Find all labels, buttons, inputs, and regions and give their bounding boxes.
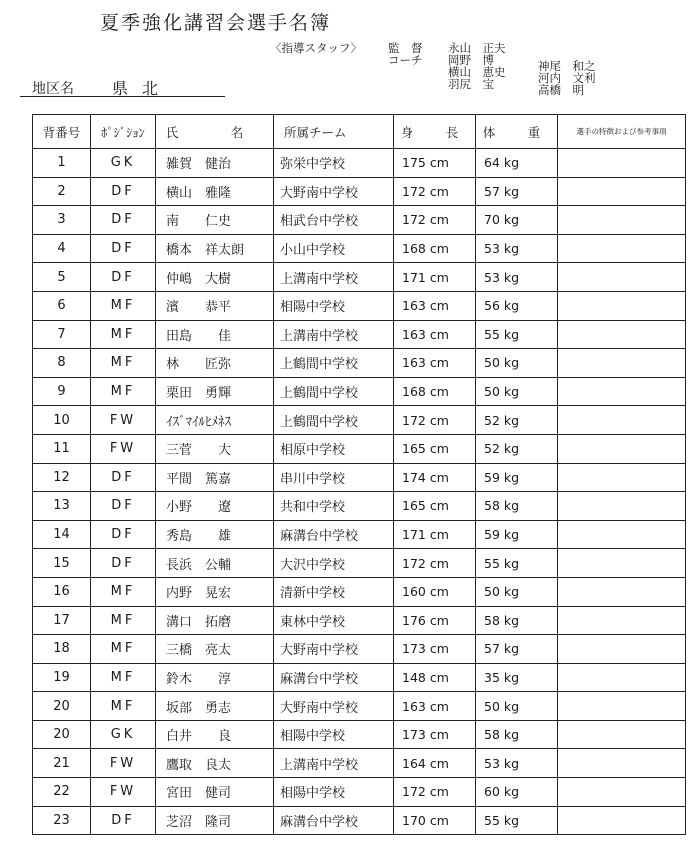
player-name: 鷹取 良太 xyxy=(156,749,274,778)
player-name: 鈴木 淳 xyxy=(156,663,274,692)
table-row xyxy=(33,149,686,178)
table-row xyxy=(33,692,686,721)
player-team: 上溝南中学校 xyxy=(274,749,394,778)
player-position: MF xyxy=(91,377,156,406)
header-team: 所属チーム xyxy=(274,115,394,149)
player-position: DF xyxy=(91,206,156,235)
player-team: 上溝南中学校 xyxy=(274,320,394,349)
player-height: 174 cm xyxy=(394,463,476,492)
player-team: 大野南中学校 xyxy=(274,692,394,721)
player-name: 濱 恭平 xyxy=(156,291,274,320)
player-notes xyxy=(558,549,686,578)
header-name: 氏 名 xyxy=(156,115,274,149)
player-name: 坂部 勇志 xyxy=(156,692,274,721)
player-height: 173 cm xyxy=(394,720,476,749)
player-team: 清新中学校 xyxy=(274,577,394,606)
player-weight: 50 kg xyxy=(476,377,558,406)
player-team: 東林中学校 xyxy=(274,606,394,635)
player-position: DF xyxy=(91,463,156,492)
player-name: 南 仁史 xyxy=(156,206,274,235)
player-weight: 55 kg xyxy=(476,320,558,349)
player-height: 172 cm xyxy=(394,778,476,807)
table-row xyxy=(33,778,686,807)
player-notes xyxy=(558,177,686,206)
player-number: 10 xyxy=(33,406,91,435)
player-position: MF xyxy=(91,577,156,606)
player-position: FW xyxy=(91,406,156,435)
player-height: 176 cm xyxy=(394,606,476,635)
player-weight: 56 kg xyxy=(476,291,558,320)
player-height: 175 cm xyxy=(394,149,476,178)
player-name: 横山 雅隆 xyxy=(156,177,274,206)
player-notes xyxy=(558,720,686,749)
coach-role: コーチ xyxy=(388,53,423,67)
player-height: 171 cm xyxy=(394,520,476,549)
player-name: 秀島 雄 xyxy=(156,520,274,549)
player-weight: 55 kg xyxy=(476,806,558,835)
table-row xyxy=(33,635,686,664)
player-team: 上鶴間中学校 xyxy=(274,377,394,406)
table-row xyxy=(33,577,686,606)
roster-table xyxy=(32,114,686,835)
player-position: MF xyxy=(91,663,156,692)
player-position: DF xyxy=(91,520,156,549)
player-position: GK xyxy=(91,149,156,178)
player-team: 上鶴間中学校 xyxy=(274,406,394,435)
player-height: 165 cm xyxy=(394,492,476,521)
player-height: 172 cm xyxy=(394,177,476,206)
player-height: 172 cm xyxy=(394,549,476,578)
player-notes xyxy=(558,577,686,606)
player-position: DF xyxy=(91,177,156,206)
player-name: 白井 良 xyxy=(156,720,274,749)
player-name: 平間 篤嘉 xyxy=(156,463,274,492)
player-notes xyxy=(558,606,686,635)
player-number: 3 xyxy=(33,206,91,235)
table-row xyxy=(33,434,686,463)
player-notes xyxy=(558,406,686,435)
player-notes xyxy=(558,206,686,235)
player-notes xyxy=(558,520,686,549)
player-name: 田島 佳 xyxy=(156,320,274,349)
player-notes xyxy=(558,692,686,721)
staff-label: 〈指導スタッフ〉 xyxy=(270,41,362,55)
player-team: 麻溝台中学校 xyxy=(274,663,394,692)
header-position: ﾎﾟｼﾞｼｮﾝ xyxy=(91,115,156,149)
table-row xyxy=(33,320,686,349)
player-team: 麻溝台中学校 xyxy=(274,520,394,549)
player-height: 172 cm xyxy=(394,406,476,435)
player-name: 内野 晃宏 xyxy=(156,577,274,606)
player-weight: 70 kg xyxy=(476,206,558,235)
player-position: MF xyxy=(91,349,156,378)
player-number: 4 xyxy=(33,234,91,263)
player-position: DF xyxy=(91,549,156,578)
table-row xyxy=(33,749,686,778)
player-number: 7 xyxy=(33,320,91,349)
player-position: GK xyxy=(91,720,156,749)
player-weight: 59 kg xyxy=(476,520,558,549)
player-name: 仲嶋 大樹 xyxy=(156,263,274,292)
player-notes xyxy=(558,663,686,692)
player-number: 18 xyxy=(33,635,91,664)
player-weight: 53 kg xyxy=(476,234,558,263)
player-name: 三菅 大 xyxy=(156,434,274,463)
table-row xyxy=(33,492,686,521)
player-team: 相陽中学校 xyxy=(274,291,394,320)
player-height: 172 cm xyxy=(394,206,476,235)
player-name: 長浜 公輔 xyxy=(156,549,274,578)
player-team: 小山中学校 xyxy=(274,234,394,263)
player-notes xyxy=(558,234,686,263)
player-notes xyxy=(558,749,686,778)
player-number: 6 xyxy=(33,291,91,320)
header-number: 背番号 xyxy=(33,115,91,149)
player-weight: 59 kg xyxy=(476,463,558,492)
player-notes xyxy=(558,635,686,664)
player-team: 串川中学校 xyxy=(274,463,394,492)
player-notes xyxy=(558,149,686,178)
table-row xyxy=(33,291,686,320)
coach-name: 神尾 和之 xyxy=(538,59,596,73)
player-weight: 50 kg xyxy=(476,577,558,606)
player-notes xyxy=(558,349,686,378)
player-team: 相原中学校 xyxy=(274,434,394,463)
player-name: 雑賀 健治 xyxy=(156,149,274,178)
player-team: 麻溝台中学校 xyxy=(274,806,394,835)
player-height: 160 cm xyxy=(394,577,476,606)
table-row xyxy=(33,806,686,835)
player-number: 16 xyxy=(33,577,91,606)
player-position: FW xyxy=(91,749,156,778)
player-position: MF xyxy=(91,635,156,664)
header-height: 身 長 xyxy=(394,115,476,149)
district-label: 地区名 xyxy=(32,81,74,97)
player-position: MF xyxy=(91,320,156,349)
table-row xyxy=(33,263,686,292)
table-row xyxy=(33,720,686,749)
player-weight: 55 kg xyxy=(476,549,558,578)
player-notes xyxy=(558,492,686,521)
player-name: 三橋 亮太 xyxy=(156,635,274,664)
player-weight: 58 kg xyxy=(476,606,558,635)
player-position: FW xyxy=(91,778,156,807)
player-position: MF xyxy=(91,606,156,635)
player-notes xyxy=(558,778,686,807)
director-role: 監 督 xyxy=(388,41,423,55)
player-team: 相武台中学校 xyxy=(274,206,394,235)
player-name: 林 匠弥 xyxy=(156,349,274,378)
coach-name: 岡野 博 xyxy=(448,53,494,67)
player-weight: 50 kg xyxy=(476,349,558,378)
player-number: 13 xyxy=(33,492,91,521)
table-row xyxy=(33,177,686,206)
player-height: 168 cm xyxy=(394,234,476,263)
player-number: 19 xyxy=(33,663,91,692)
table-row xyxy=(33,520,686,549)
player-number: 9 xyxy=(33,377,91,406)
player-position: DF xyxy=(91,263,156,292)
player-notes xyxy=(558,463,686,492)
player-name: 溝口 拓磨 xyxy=(156,606,274,635)
player-weight: 53 kg xyxy=(476,263,558,292)
player-height: 148 cm xyxy=(394,663,476,692)
player-height: 163 cm xyxy=(394,320,476,349)
player-notes xyxy=(558,291,686,320)
player-weight: 50 kg xyxy=(476,692,558,721)
player-number: 20 xyxy=(33,720,91,749)
player-team: 弥栄中学校 xyxy=(274,149,394,178)
player-height: 173 cm xyxy=(394,635,476,664)
player-number: 12 xyxy=(33,463,91,492)
district-value: 県北 xyxy=(112,79,173,98)
player-team: 相陽中学校 xyxy=(274,720,394,749)
player-name: 宮田 健司 xyxy=(156,778,274,807)
player-position: FW xyxy=(91,434,156,463)
table-row xyxy=(33,206,686,235)
player-height: 165 cm xyxy=(394,434,476,463)
player-name: ｲｽﾞﾏｲﾙﾋﾒﾈｽ xyxy=(156,406,274,435)
player-notes xyxy=(558,806,686,835)
director-name: 永山 正夫 xyxy=(448,41,506,55)
player-height: 163 cm xyxy=(394,692,476,721)
player-number: 8 xyxy=(33,349,91,378)
player-weight: 57 kg xyxy=(476,177,558,206)
header-notes: 選手の特徴および参考事項 xyxy=(558,115,686,149)
player-weight: 64 kg xyxy=(476,149,558,178)
player-position: MF xyxy=(91,692,156,721)
player-name: 芝沼 隆司 xyxy=(156,806,274,835)
player-number: 22 xyxy=(33,778,91,807)
table-row xyxy=(33,349,686,378)
player-weight: 53 kg xyxy=(476,749,558,778)
player-weight: 52 kg xyxy=(476,434,558,463)
player-weight: 60 kg xyxy=(476,778,558,807)
table-row xyxy=(33,234,686,263)
coach-name: 河内 文利 xyxy=(538,71,596,85)
player-position: DF xyxy=(91,806,156,835)
table-row xyxy=(33,549,686,578)
player-number: 5 xyxy=(33,263,91,292)
player-team: 大野南中学校 xyxy=(274,177,394,206)
player-weight: 58 kg xyxy=(476,492,558,521)
player-notes xyxy=(558,320,686,349)
player-team: 大野南中学校 xyxy=(274,635,394,664)
player-weight: 57 kg xyxy=(476,635,558,664)
player-number: 1 xyxy=(33,149,91,178)
player-number: 20 xyxy=(33,692,91,721)
player-height: 170 cm xyxy=(394,806,476,835)
player-height: 163 cm xyxy=(394,291,476,320)
district-field xyxy=(20,76,225,97)
player-notes xyxy=(558,434,686,463)
coach-name: 横山 恵史 xyxy=(448,65,506,79)
player-height: 164 cm xyxy=(394,749,476,778)
player-notes xyxy=(558,263,686,292)
table-row xyxy=(33,606,686,635)
player-height: 163 cm xyxy=(394,349,476,378)
table-row xyxy=(33,663,686,692)
player-weight: 58 kg xyxy=(476,720,558,749)
player-number: 2 xyxy=(33,177,91,206)
player-number: 14 xyxy=(33,520,91,549)
player-name: 橋本 祥太朗 xyxy=(156,234,274,263)
player-position: DF xyxy=(91,492,156,521)
player-number: 17 xyxy=(33,606,91,635)
player-number: 21 xyxy=(33,749,91,778)
player-team: 相陽中学校 xyxy=(274,778,394,807)
table-row xyxy=(33,463,686,492)
player-team: 上鶴間中学校 xyxy=(274,349,394,378)
header-row xyxy=(33,115,686,149)
player-number: 15 xyxy=(33,549,91,578)
player-position: MF xyxy=(91,291,156,320)
player-number: 11 xyxy=(33,434,91,463)
player-weight: 52 kg xyxy=(476,406,558,435)
player-team: 上溝南中学校 xyxy=(274,263,394,292)
player-name: 栗田 勇輝 xyxy=(156,377,274,406)
player-team: 共和中学校 xyxy=(274,492,394,521)
table-row xyxy=(33,377,686,406)
document-title: 夏季強化講習会選手名簿 xyxy=(100,12,332,34)
player-position: DF xyxy=(91,234,156,263)
player-name: 小野 遼 xyxy=(156,492,274,521)
coach-name: 羽尻 宝 xyxy=(448,77,494,91)
player-team: 大沢中学校 xyxy=(274,549,394,578)
player-height: 171 cm xyxy=(394,263,476,292)
player-height: 168 cm xyxy=(394,377,476,406)
header-weight: 体 重 xyxy=(476,115,558,149)
table-row xyxy=(33,406,686,435)
coach-name: 高橋 明 xyxy=(538,83,584,97)
player-notes xyxy=(558,377,686,406)
player-weight: 35 kg xyxy=(476,663,558,692)
player-number: 23 xyxy=(33,806,91,835)
